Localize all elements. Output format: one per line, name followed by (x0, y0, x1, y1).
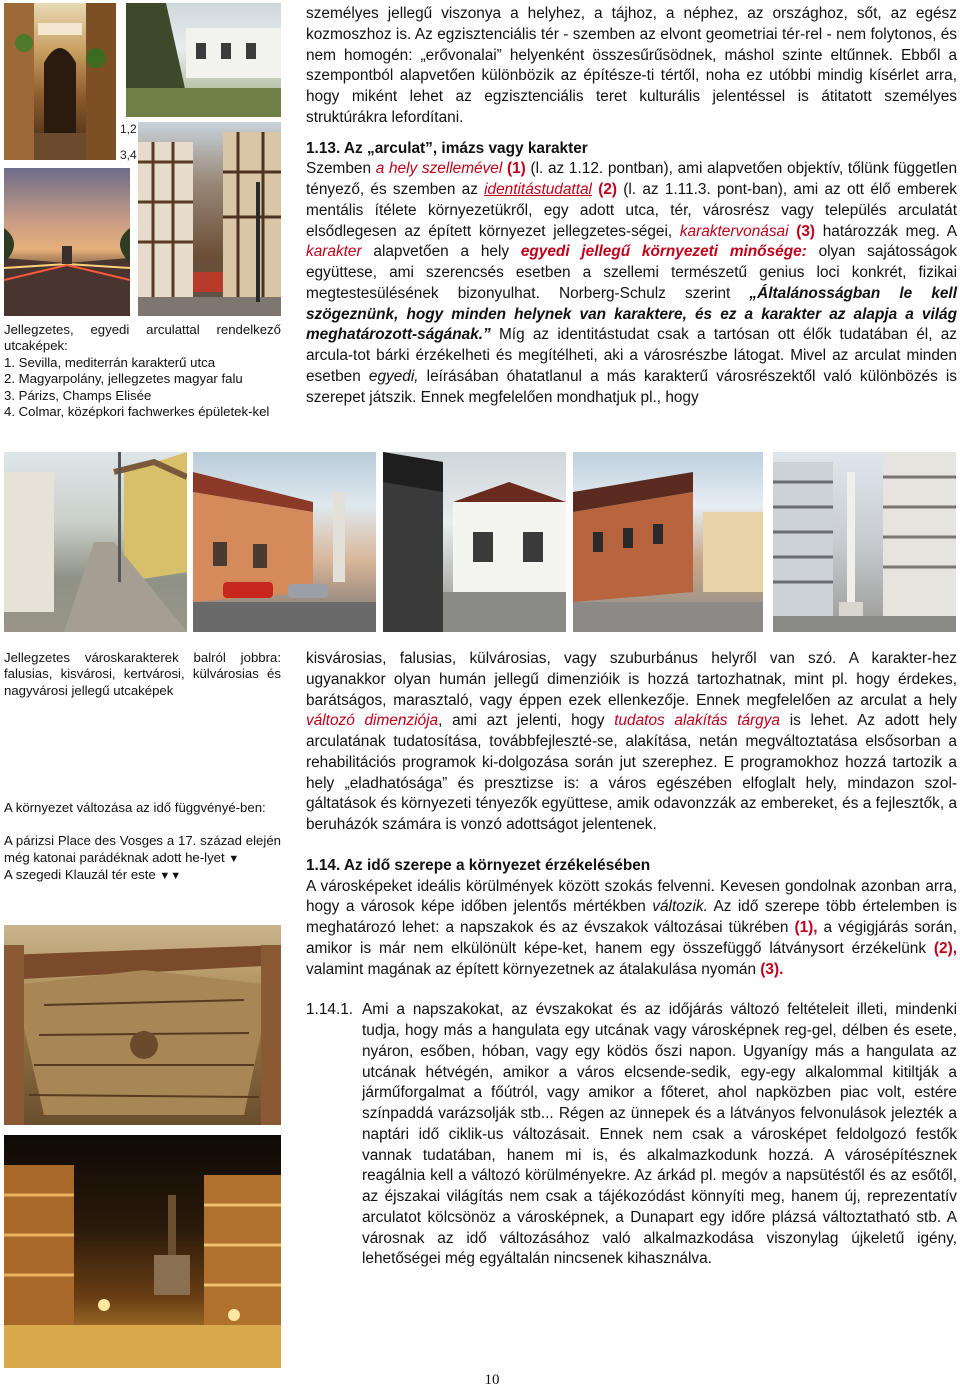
subsection-label: 1.14.1. (306, 1001, 354, 1019)
page-number: 10 (484, 1372, 500, 1388)
photo-small-town-street (193, 452, 376, 632)
triangle-down-icon: ▼ (228, 852, 240, 865)
photo-big-city-street (773, 452, 956, 632)
paragraph-daily-seasonal-change: Ami a napszakokat, az évszakokat és az időjárás változó feltételeit illeti, mindenki tudja, hogy más a hangulata egy utcának vagy városképnek reg-gel, délben és esete, nyáron, esőben, hóban, vagy egy ködös őszi napon. Ugyanígy más a hangulata az utcának hétvégén, amikor a város elcsende-sedik, egy-egy alkalommal kitiltják a járműforgalmat a főútról, vagy amikor a főteret, ahol napközben piac volt, estére színpaddá varázsolják stb... Régen az ünnepek és a látványos felvonulások jelezték a naptári idő ciklik-us változásait. Ennek nem csak a városképet feldolgozó festők vannak tudatában, hanem mi is, és alkalmazkodunk hozzá. A városépítésznek reagálnia kell a változó körülményekre. Az árkád pl. megóv a napsütéstől és az esőtől, az éjszakai világítás nem csak a tájékozódást könnyíti meg, hanem új, reprezentatív arculatot kölcsönöz a városképnek, a Dunapart egy időre plázsá változtatható stb. A városnak az idő változásához való alkalmazkodása viszonylag újkeletű igény, lehetőségei még egyáltalán nincsenek kihasználva. (362, 1001, 957, 1268)
caption-item-4: 4. Colmar, középkori fachwerkes épületek-kel (4, 404, 270, 420)
photo-number-34: 3,4 (120, 148, 137, 162)
photo-garden-city-street (383, 452, 566, 632)
paragraph-arculat: Szemben a hely szellemével (1) (l. az 1.12. pontban), ami alapvetően objektív, tőlünk független tényező, és szemben az identitástudattal (2) (l. az 1.11.3. pont-ban), ami az ott élő emberek mentális ítélete környezetükről, egy adott utca, tér, városrész vagy település arculatát elsődlegesen az épített környezet jellegzetes-ségei, karaktervonásai (3) határozzák meg. A karakter alapvetően a hely egyedi jellegű környezeti minősége: olyan sajátosságok együttese, ami szerencsés esetben a szellemi természetű genius loci konkrét, fizikai megtestesülésének bizonyulhat. Norberg-Schulz szerint „Általánosságban le kell szögeznünk, hogy minden helynek van karaktere, és ez a karakter az alapja a világ meghatározott-ságának.” Míg az identitástudat csak a tartósan ott élők tudatában él, az arcula-tot bárki érzékelheti és megítélheti, aki a városrészbe látogat. Mivel az arculat minden esetben egyedi, leírásában óhatatlanul a más karakterű városrészektől való különbözés is szerepet játszik. Ennek megfelelően mondhatjuk pl., hogy (306, 160, 958, 406)
place-des-vosges-caption: A párizsi Place des Vosges a 17. század elején még katonai parádéknak adott he-lyet ▼ (4, 833, 281, 865)
photo-klauzal-ter-night (4, 1135, 281, 1368)
photo-sevilla-street (4, 3, 116, 160)
bottom-body-text (306, 649, 957, 1270)
photo-suburban-street (573, 452, 763, 632)
photo-magyarpolany-village (126, 3, 281, 117)
photo-paris-champs-elysees (4, 168, 130, 316)
time-change-caption (4, 800, 281, 885)
caption-item-3: 3. Párizs, Champs Elisée (4, 387, 152, 403)
section-heading-1-13: 1.13. Az „arculat”, imázs vagy karakter (306, 139, 588, 157)
painting-place-des-vosges (4, 925, 281, 1125)
klauzal-ter-caption: A szegedi Klauzál tér este ▼▼ (4, 867, 182, 883)
photo-number-12: 1,2 (120, 122, 137, 136)
city-character-caption: Jellegzetes városkarakterek balról jobbra: falusias, kisvárosi, kertvárosi, külvárosias és nagyvárosi jellegű utcaképek (4, 650, 281, 698)
paragraph-existential-space: személyes jellegű viszonya a helyhez, a tájhoz, a néphez, az országhoz, sőt, az egész kozmoszhoz is. Az egzisztenciális tér - szemben az elvont geometriai tér-rel - nem folytonos, és nem homogén: „erővonalai” helyenként összesűrűsödnek, máshol szinte eltűnnek. Ebből a szempontból alapvetően különbözik az építésze-ti tértől, noha ez utóbbi mindig kísérlet arra, hogy miként lehet az egzisztenciális teret kulturális jelentéssel is átitatott személyes struktúrákra lefordítani. (306, 5, 957, 126)
caption-item-2: 2. Magyarpolány, jellegzetes magyar falu (4, 371, 243, 387)
paragraph-time-role: A városképeket ideális körülmények között szokás felvenni. Kevesen gondolnak azonban arra, hogy a városok képe időben jelentős mértékben változik. Az idő szerepe több értelemben is meghatározó lehet: a napszakok és az évszakok változásai tükrében (1), a végigjárás során, amikor is már nem elkülönült képe-ket, hanem egy összefüggő látványsort érzékelünk (2), valamint magának az épített környezetnek az átalakulása nyomán (3). (306, 877, 957, 978)
subsection-1-14-1 (306, 1000, 957, 1270)
photo-colmar-half-timbered (138, 122, 281, 316)
photo-village-street (4, 452, 187, 632)
caption-title: Jellegzetes, egyedi arculattal rendelkező utcaképek: (4, 322, 281, 354)
paragraph-character-dimension: kisvárosias, falusias, külvárosias, vagy szuburbánus helyről van szó. A karakter-hez ugyanakkor olyan humán jellegű dimenzióik is hozzá tartozhatnak, mint pl. hogy érdekes, barátságos, marasztaló, vagy éppen ezek ellenkezője. Ennek megfelelően az arculat a hely változó dimenziója, ami azt jelenti, hogy tudatos alakítás tárgya is lehet. Az adott hely arculatának tudatosítása, továbbfejleszté-se, alakítása, netán megváltoztatása elsősorban a rehabilitációs programok ki-dolgozása során jut szerephez. E programokhoz hozzá tartozik a hely „eladhatósága” és presztizse is: a város egészében elfoglalt hely, mindazon szol-gáltatások és környezeti tényezők együttese, amik odavonzzák az embereket, és a fejlesztők, a beruházók számára is vonzó adottságot jelentenek. (306, 650, 957, 833)
top-body-text (306, 4, 957, 408)
time-caption-title: A környezet változása az idő függvényé-ben: (4, 800, 266, 815)
section-heading-1-14: 1.14. Az idő szerepe a környezet érzékelésében (306, 856, 651, 874)
triangle-down-icon: ▼▼ (159, 870, 182, 883)
top-photo-caption (4, 322, 281, 420)
caption-item-1: 1. Sevilla, mediterrán karakterű utca (4, 354, 216, 370)
